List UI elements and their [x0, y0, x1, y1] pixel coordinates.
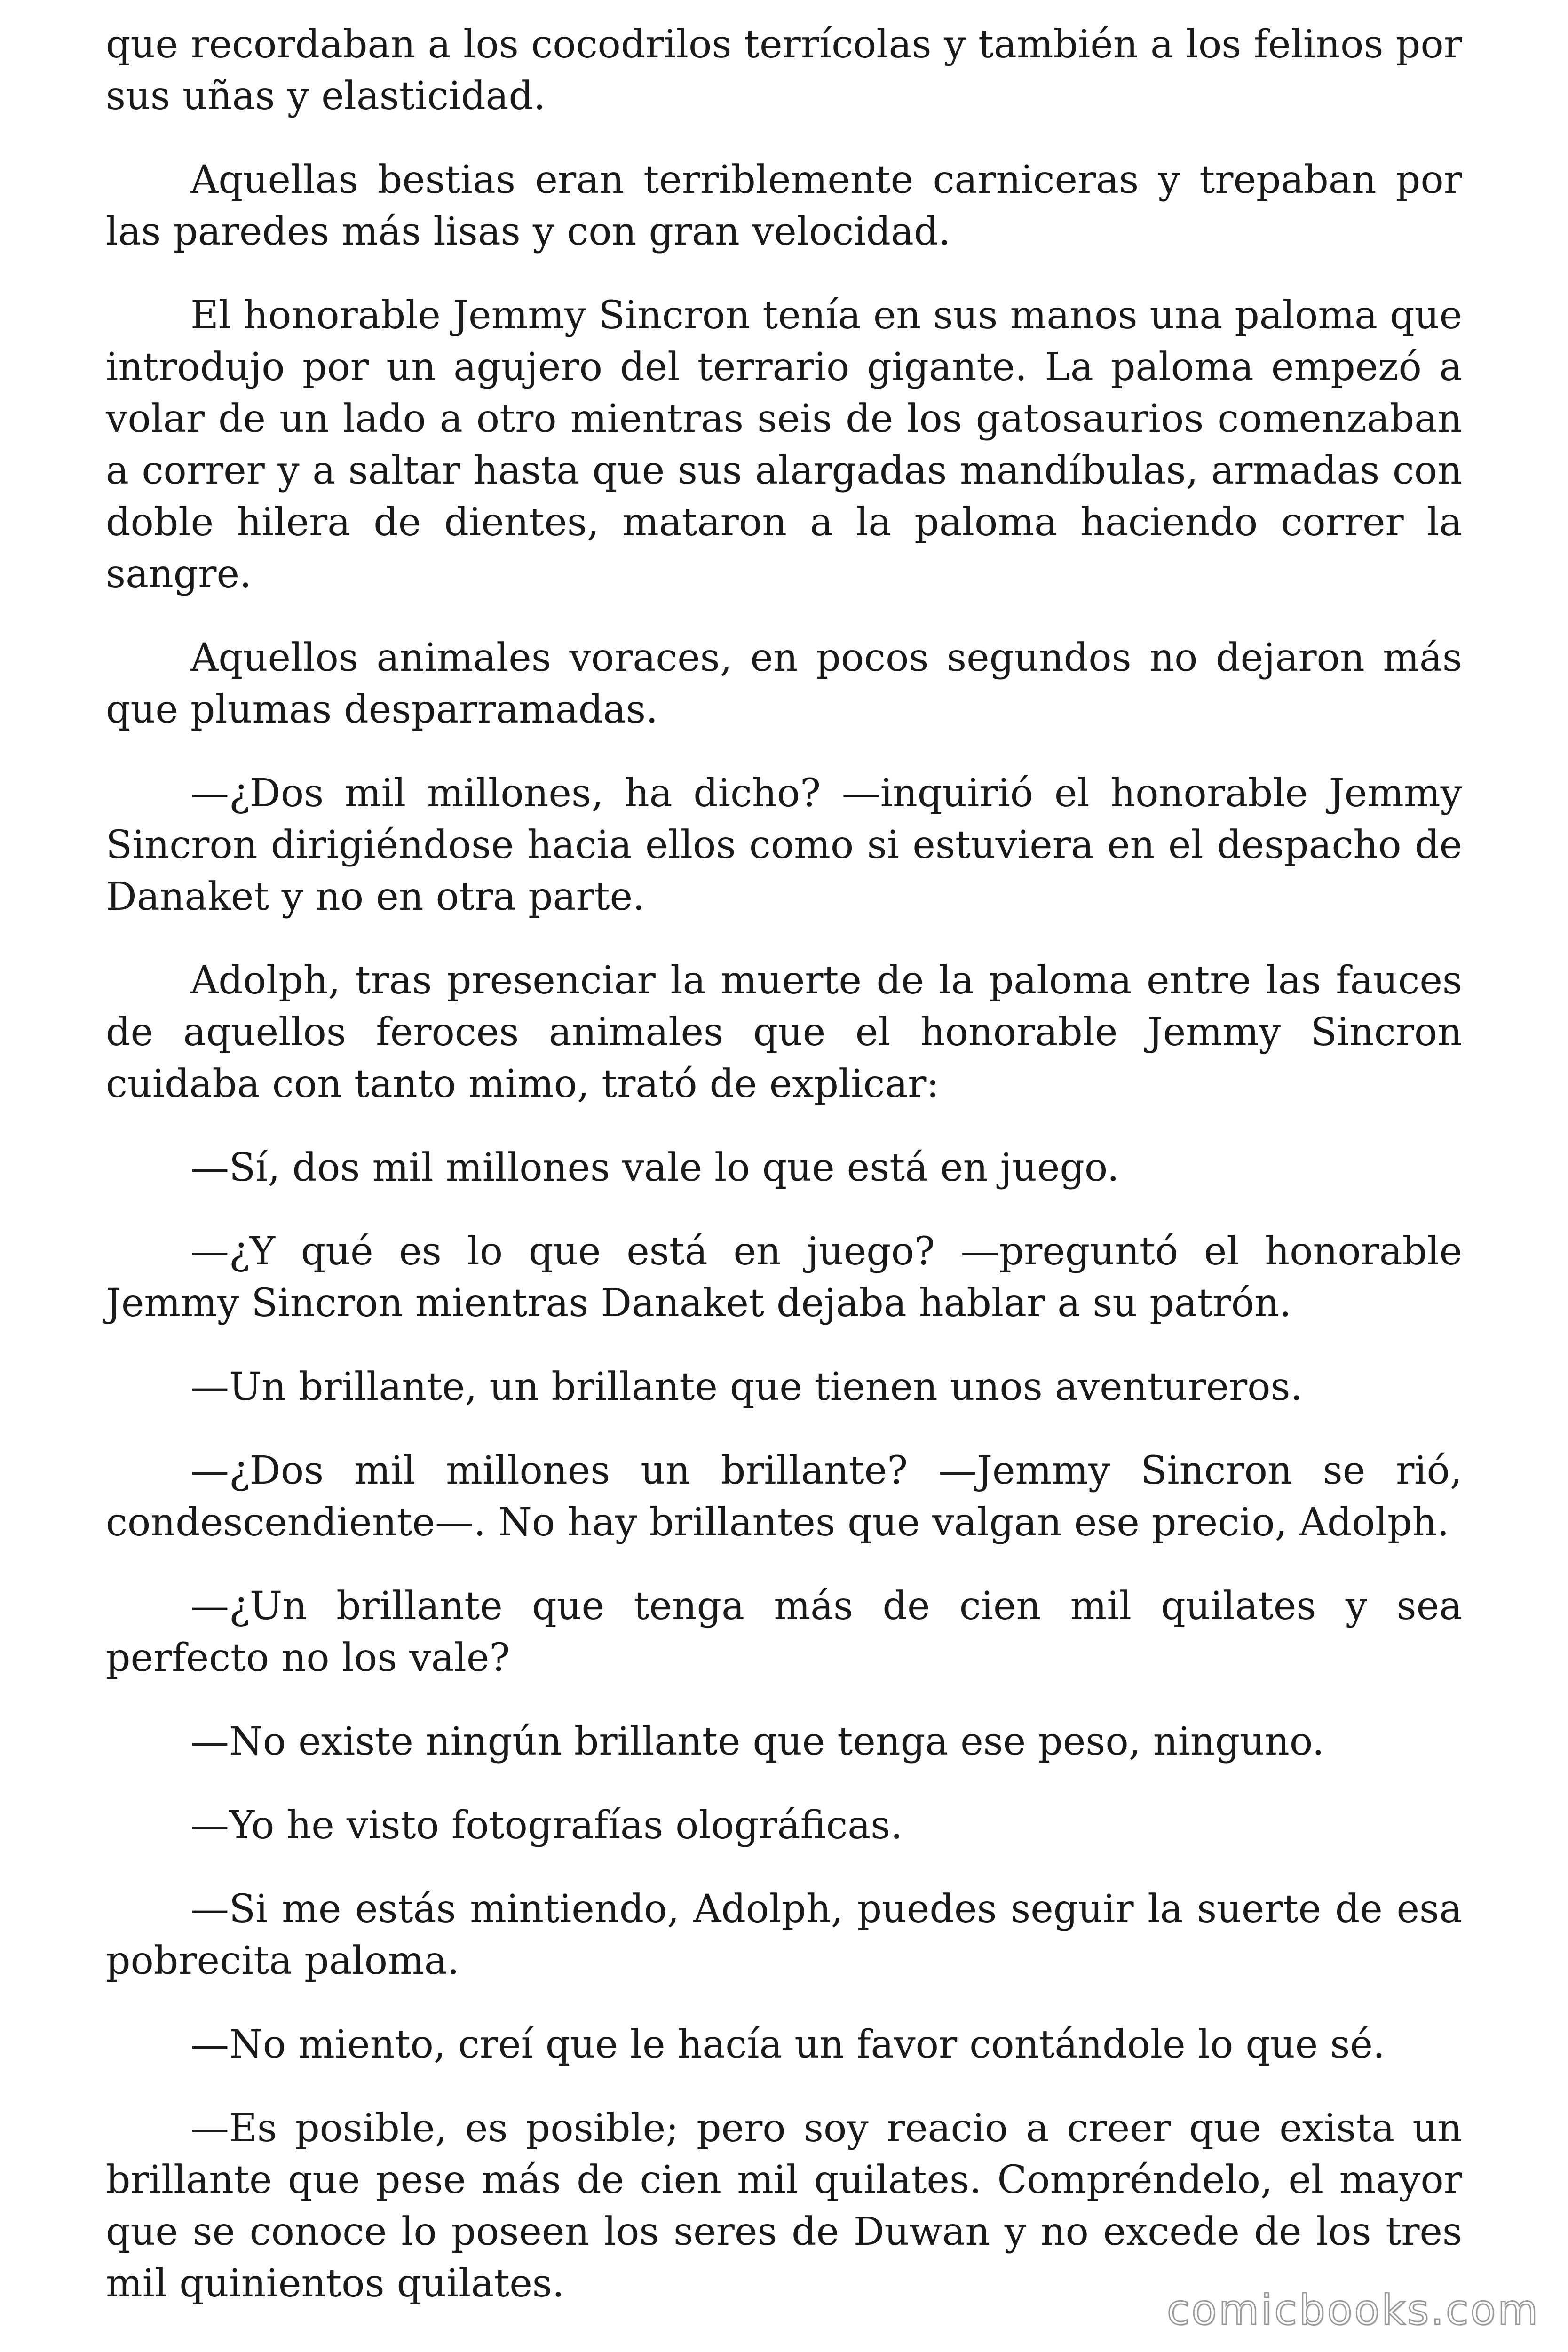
paragraph: —Sí, dos mil millones vale lo que está en juego. — [190, 1145, 1119, 1190]
paragraph: —No existe ningún brillante que tenga ese peso, ninguno. — [190, 1719, 1324, 1764]
watermark: comicbooks.com — [1166, 2286, 1540, 2334]
paragraph: —Es posible, es posible; pero soy reacio a creer que exista un brillante que pese más de cien mil quilates. Compréndelo, el mayor que se conoce lo poseen los seres de Duwan y no excede de los tres mil quinientos quilates. — [106, 2106, 1462, 2306]
paragraph: —Un brillante, un brillante que tienen unos aventureros. — [190, 1365, 1303, 1409]
paragraph: —¿Dos mil millones, ha dicho? —inquirió el honorable Jemmy Sincron dirigiéndose hacia ellos como si estuviera en el despacho de Danaket y no en otra parte. — [106, 771, 1462, 919]
paragraph: —¿Un brillante que tenga más de cien mil quilates y sea perfecto no los vale? — [106, 1584, 1462, 1680]
paragraph: —Si me estás mintiendo, Adolph, puedes seguir la suerte de esa pobrecita paloma. — [106, 1887, 1462, 1983]
paragraph: —¿Dos mil millones un brillante? —Jemmy Sincron se rió, condescendiente—. No hay brillantes que valgan ese precio, Adolph. — [106, 1448, 1462, 1545]
paragraph: —¿Y qué es lo que está en juego? —preguntó el honorable Jemmy Sincron mientras Danaket dejaba hablar a su patrón. — [106, 1229, 1462, 1326]
book-page — [106, 19, 1462, 2342]
paragraph: Aquellos animales voraces, en pocos segundos no dejaron más que plumas desparramadas. — [106, 636, 1462, 732]
paragraph: que recordaban a los cocodrilos terrícolas y también a los felinos por sus uñas y elasticidad. — [106, 22, 1462, 119]
paragraph: Adolph, tras presenciar la muerte de la paloma entre las fauces de aquellos feroces animales que el honorable Jemmy Sincron cuidaba con tanto mimo, trató de explicar: — [106, 958, 1462, 1106]
paragraph: Aquellas bestias eran terriblemente carniceras y trepaban por las paredes más lisas y con gran velocidad. — [106, 158, 1462, 254]
paragraph: —No miento, creí que le hacía un favor contándole lo que sé. — [190, 2022, 1385, 2067]
paragraph: El honorable Jemmy Sincron tenía en sus manos una paloma que introdujo por un agujero del terrario gigante. La paloma empezó a volar de un lado a otro mientras seis de los gatosaurios comenzaban a correr y a saltar hasta que sus alargadas mandíbulas, armadas con doble hilera de dientes, mataron a la paloma haciendo correr la sangre. — [106, 293, 1462, 596]
paragraph: —Yo he visto fotografías olográficas. — [190, 1803, 903, 1848]
